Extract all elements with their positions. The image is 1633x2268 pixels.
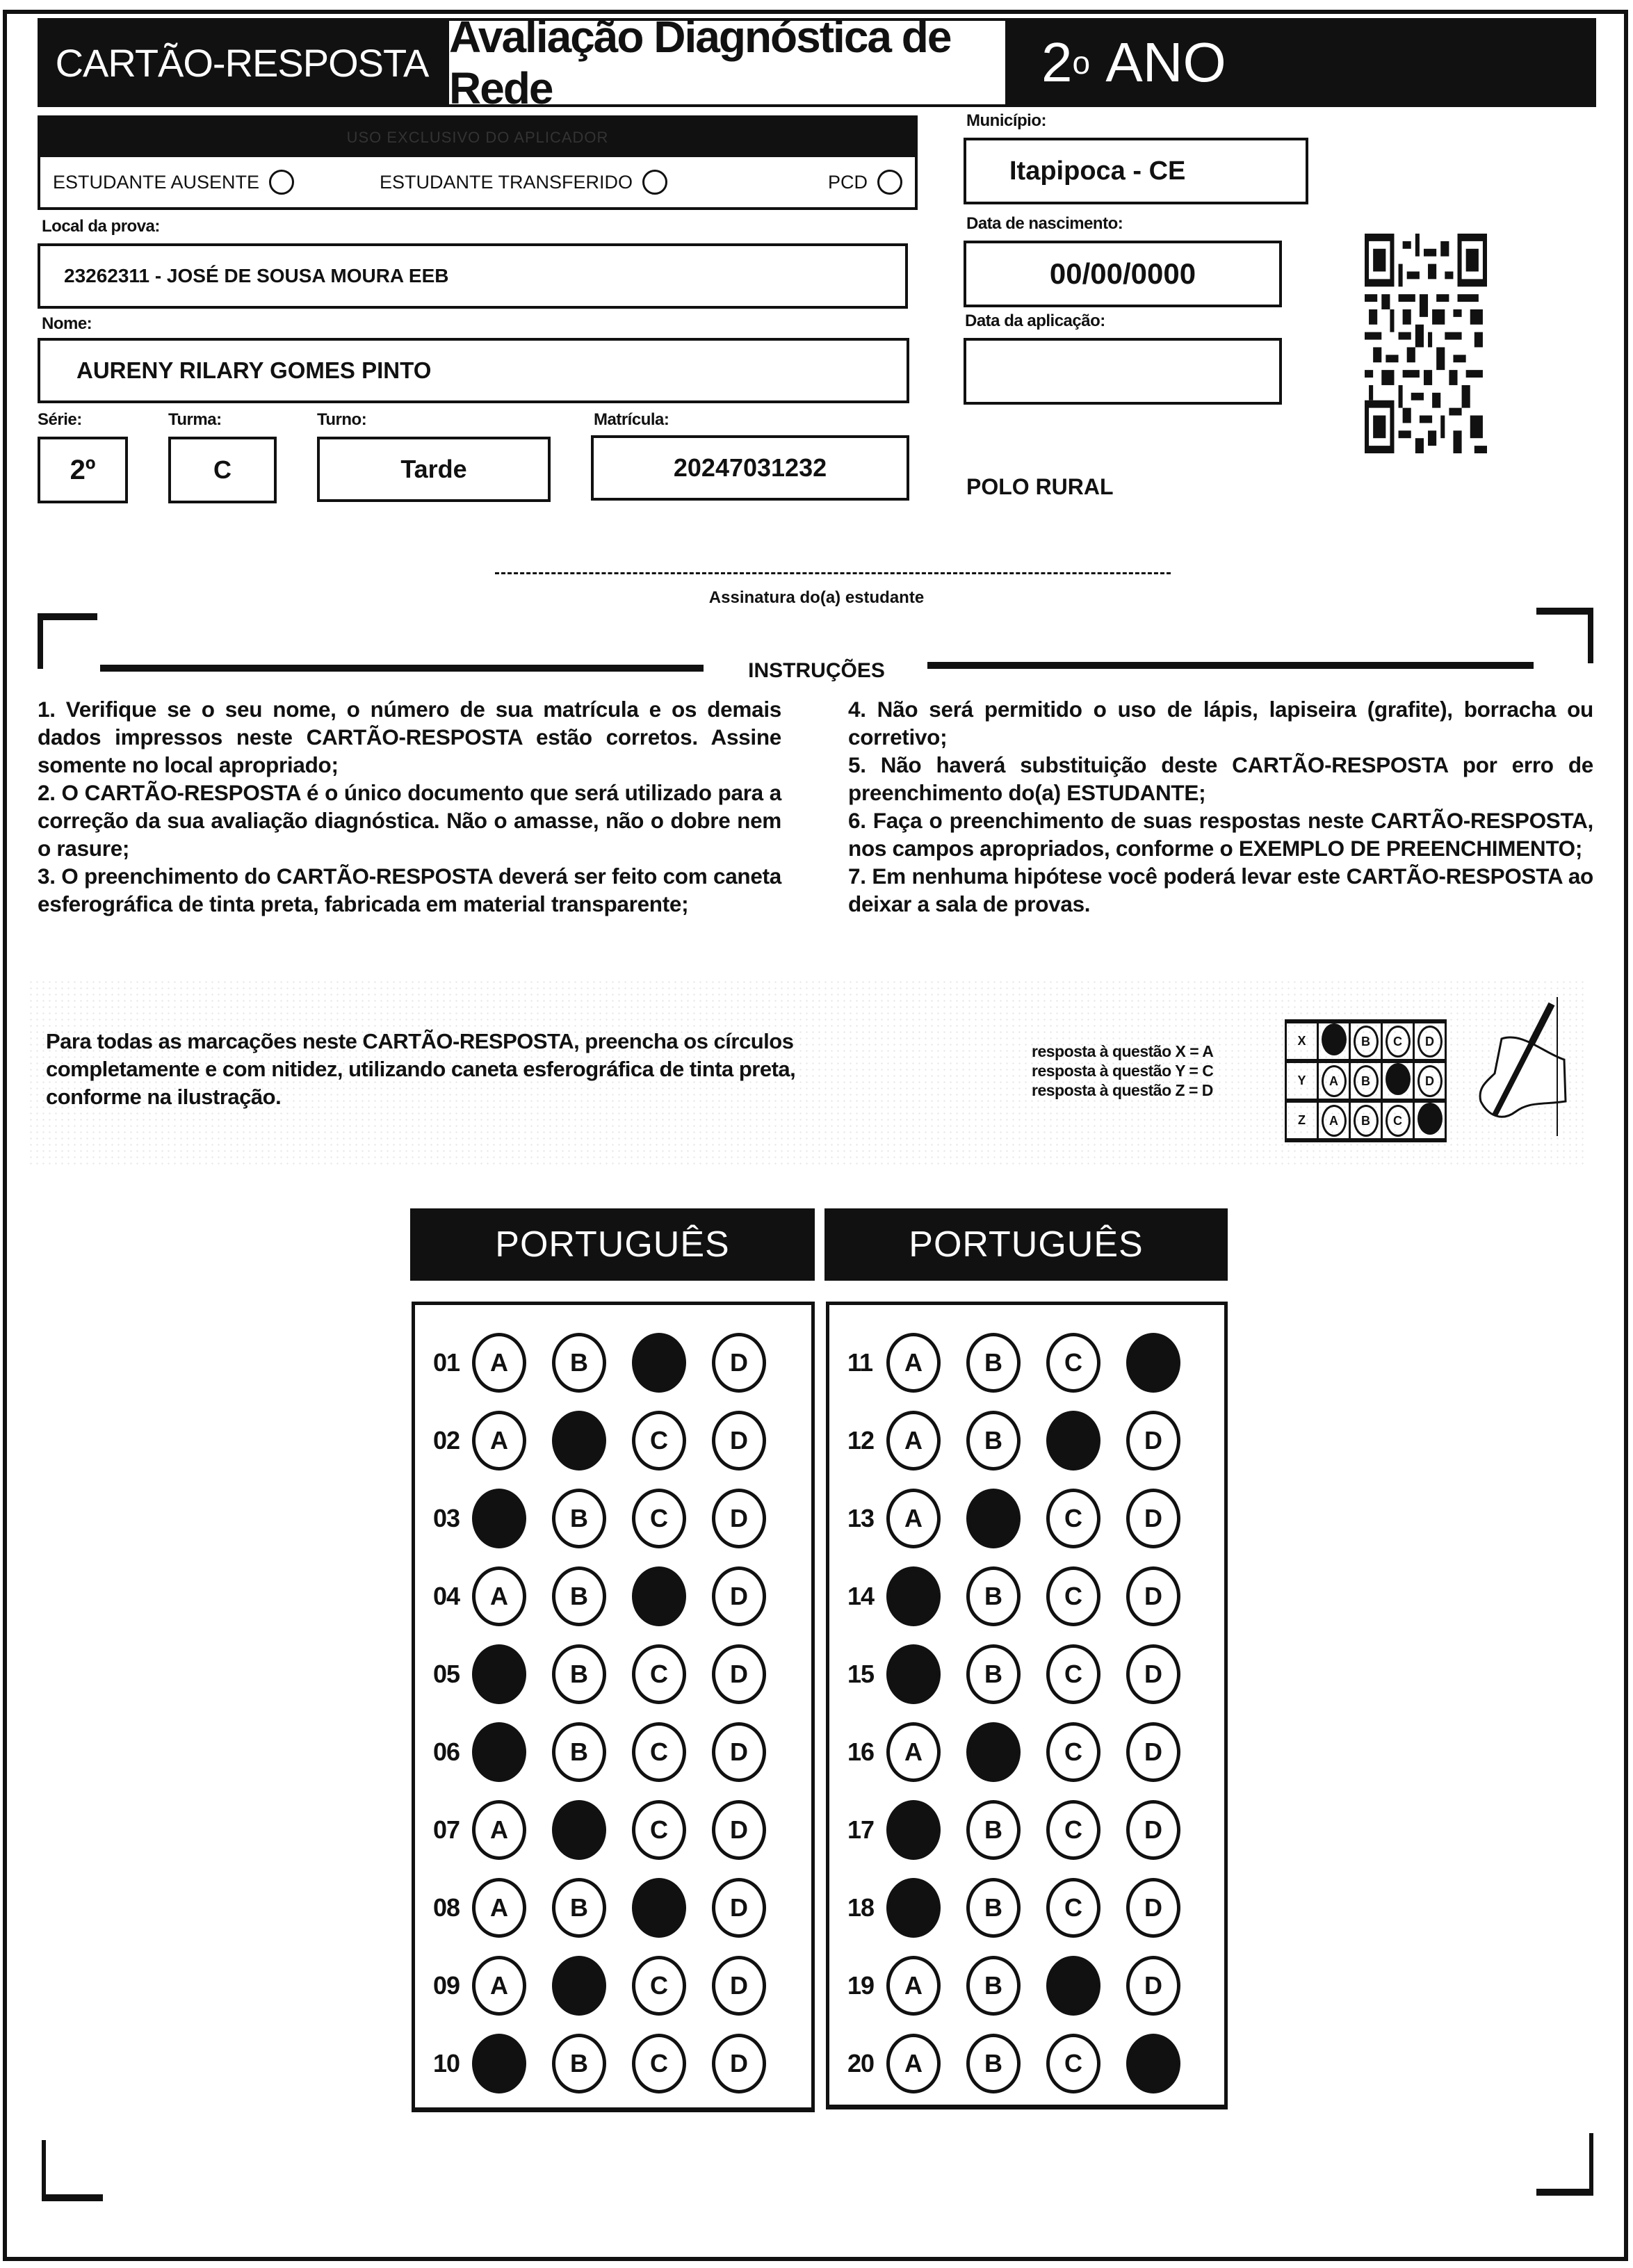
data-nascimento-label: Data de nascimento:	[966, 214, 1123, 233]
question-number: 20	[847, 2049, 875, 2077]
bubble-filled-a[interactable]	[472, 1489, 526, 1548]
municipio-label: Município:	[966, 111, 1046, 130]
question-row	[847, 1644, 1206, 1704]
example-text: Para todas as marcações neste CARTÃO-RESPOSTA, preencha os círculos completamente e com nitidez, utilizando caneta esferográfica de tinta preta, conforme na ilustração.	[46, 1029, 796, 1109]
turma-label: Turma:	[168, 410, 222, 429]
aplicador-title: USO EXCLUSIVO DO APLICADOR	[40, 118, 915, 157]
question-row	[847, 1956, 1206, 2016]
bubble-d[interactable]: D	[1126, 1800, 1180, 1860]
example-bubble: C	[1386, 1026, 1411, 1058]
bubble-d[interactable]: D	[1126, 1956, 1180, 2016]
card-label	[38, 18, 446, 107]
bubble-filled-c[interactable]	[1046, 1411, 1100, 1471]
bubble-b[interactable]: B	[966, 1956, 1021, 2016]
bubble-a[interactable]: A	[886, 2034, 941, 2093]
aplicador-options	[40, 157, 915, 207]
question-number: 07	[433, 1815, 460, 1844]
bubble-filled-a[interactable]	[472, 1722, 526, 1782]
instruction-2: 2. O CARTÃO-RESPOSTA é o único documento que será utilizado para a correção da sua avaliação diagnóstica. Não o amasse, não o dobre nem o rasure;	[38, 780, 781, 861]
bubble-b[interactable]: B	[966, 2034, 1021, 2093]
instruction-3: 3. O preenchimento do CARTÃO-RESPOSTA deverá ser feito com caneta esferográfica de tinta preta, fabricada em material transparente;	[38, 864, 781, 916]
corner-mark-tl	[38, 613, 97, 620]
bubble-c[interactable]: C	[632, 1644, 686, 1704]
question-number: 01	[433, 1348, 460, 1377]
bubble-a[interactable]: A	[472, 1333, 526, 1393]
turma-field[interactable]: C	[168, 437, 277, 503]
exam-title: Avaliação Diagnóstica de Rede	[446, 18, 1008, 107]
bubble-d[interactable]: D	[712, 2034, 766, 2093]
bubble-c[interactable]: C	[632, 2034, 686, 2093]
bubble-d[interactable]: D	[712, 1644, 766, 1704]
bubble-d[interactable]: D	[712, 1566, 766, 1626]
example-bubble: D	[1417, 1026, 1443, 1058]
bubble-b[interactable]: B	[966, 1411, 1021, 1471]
bubble-c[interactable]: C	[1046, 1333, 1100, 1393]
bubble-b[interactable]: B	[966, 1800, 1021, 1860]
bubble-c[interactable]: C	[1046, 1489, 1100, 1548]
bubble-b[interactable]: B	[552, 1489, 606, 1548]
bubble-filled-a[interactable]	[886, 1566, 941, 1626]
bubble-d[interactable]: D	[1126, 1644, 1180, 1704]
signature-line[interactable]	[495, 572, 1171, 574]
example-bubble: B	[1354, 1065, 1379, 1097]
bubble-a[interactable]: A	[886, 1722, 941, 1782]
bubble-d[interactable]: D	[1126, 1722, 1180, 1782]
question-number: 02	[433, 1426, 460, 1455]
bubble-a[interactable]: A	[472, 1566, 526, 1626]
instructions-title: INSTRUÇÕES	[748, 659, 885, 682]
bubble-c[interactable]: C	[1046, 1644, 1100, 1704]
aplicador-box	[38, 115, 918, 210]
example-row-z	[1286, 1101, 1446, 1140]
example-row-x	[1286, 1021, 1446, 1061]
bubble-d[interactable]: D	[712, 1800, 766, 1860]
polo-label: POLO RURAL	[966, 474, 1114, 499]
example-row-y	[1286, 1061, 1446, 1101]
municipio-field[interactable]: Itapipoca - CE	[964, 138, 1308, 204]
instruction-5: 5. Não haverá substituição deste CARTÃO-RESPOSTA por erro de preenchimento do(a) ESTUDANTE;	[848, 752, 1593, 805]
bubble-b[interactable]: B	[966, 1333, 1021, 1393]
question-number: 10	[433, 2049, 460, 2077]
example-bubble: B	[1354, 1105, 1379, 1137]
question-row	[433, 1489, 792, 1548]
option-label: ESTUDANTE TRANSFERIDO	[380, 171, 633, 193]
bubble-filled-c[interactable]	[1046, 1956, 1100, 2016]
bubble-b[interactable]: B	[552, 1878, 606, 1938]
example-q: X	[1286, 1021, 1318, 1061]
bubble-a[interactable]: A	[472, 1411, 526, 1471]
turno-field[interactable]: Tarde	[317, 437, 551, 502]
bubble-filled-c[interactable]	[632, 1333, 686, 1393]
corner-mark-br	[1589, 2133, 1593, 2194]
instructions-right	[848, 695, 1593, 918]
bubble-c[interactable]: C	[632, 1956, 686, 2016]
question-number: 17	[847, 1815, 875, 1844]
question-row	[847, 1878, 1206, 1938]
bubble-a[interactable]: A	[886, 1333, 941, 1393]
question-number: 05	[433, 1660, 460, 1688]
question-number: 19	[847, 1971, 875, 2000]
bubble-d[interactable]: D	[1126, 1489, 1180, 1548]
turno-label: Turno:	[317, 410, 367, 429]
question-row	[433, 1800, 792, 1860]
question-row	[847, 1722, 1206, 1782]
bubble-a[interactable]: A	[472, 1878, 526, 1938]
example-bubble: C	[1386, 1105, 1411, 1137]
nome-label: Nome:	[42, 314, 92, 333]
corner-mark-bl	[42, 2140, 46, 2200]
example-bubble: A	[1322, 1065, 1347, 1097]
question-row	[433, 1722, 792, 1782]
bubble-c[interactable]: C	[632, 1722, 686, 1782]
corner-mark-tr	[1536, 608, 1593, 615]
question-row	[433, 1566, 792, 1626]
example-q: Y	[1286, 1061, 1318, 1101]
instruction-7: 7. Em nenhuma hipótese você poderá levar este CARTÃO-RESPOSTA ao deixar a sala de provas.	[848, 864, 1593, 916]
instructions-left	[38, 695, 781, 918]
local-prova-field[interactable]: 23262311 - JOSÉ DE SOUSA MOURA EEB	[38, 243, 908, 309]
matricula-field[interactable]: 20247031232	[591, 435, 909, 501]
bubble-filled-a[interactable]	[472, 2034, 526, 2093]
example-q: Z	[1286, 1101, 1318, 1140]
bubble-d[interactable]: D	[712, 1878, 766, 1938]
option-pcd[interactable]	[828, 170, 902, 195]
question-row	[847, 1489, 1206, 1548]
bubble-a[interactable]: A	[472, 1956, 526, 2016]
bubble-filled-d[interactable]	[1126, 1333, 1180, 1393]
bubble-c[interactable]: C	[1046, 1878, 1100, 1938]
bubble-a[interactable]: A	[886, 1411, 941, 1471]
question-row	[847, 1333, 1206, 1393]
bubble-c[interactable]: C	[1046, 1800, 1100, 1860]
bubble-a[interactable]: A	[886, 1489, 941, 1548]
bubble-b[interactable]: B	[966, 1644, 1021, 1704]
grade-sup: o	[1072, 44, 1091, 81]
question-number: 04	[433, 1582, 460, 1610]
bubble-c[interactable]: C	[1046, 1566, 1100, 1626]
bubble-filled-d[interactable]	[1126, 2034, 1180, 2093]
bubble-c[interactable]: C	[1046, 2034, 1100, 2093]
corner-mark-bl	[42, 2194, 103, 2201]
instruction-1: 1. Verifique se o seu nome, o número de sua matrícula e os demais dados impressos neste CARTÃO-RESPOSTA estão corretos. Assine somente no local apropriado;	[38, 697, 781, 777]
bubble-d[interactable]: D	[1126, 1411, 1180, 1471]
matricula-label: Matrícula:	[594, 410, 669, 429]
bubble-a[interactable]: A	[886, 1956, 941, 2016]
instruction-4: 4. Não será permitido o uso de lápis, lapiseira (grafite), borracha ou corretivo;	[848, 697, 1593, 750]
bubble-filled-b[interactable]	[966, 1489, 1021, 1548]
question-row	[433, 1411, 792, 1471]
question-number: 18	[847, 1893, 875, 1922]
bubble-d[interactable]: D	[712, 1489, 766, 1548]
legend-y: resposta à questão Y = C	[1032, 1062, 1214, 1080]
signature-label: Assinatura do(a) estudante	[708, 588, 925, 607]
bubble-b[interactable]: B	[966, 1878, 1021, 1938]
bubble-c[interactable]: C	[632, 1411, 686, 1471]
bubble-d[interactable]: D	[1126, 1878, 1180, 1938]
bubble-filled-a[interactable]	[472, 1644, 526, 1704]
question-number: 03	[433, 1504, 460, 1532]
example-grid	[1285, 1019, 1447, 1142]
bubble-filled-b[interactable]	[552, 1800, 606, 1860]
bubble-filled-c[interactable]	[632, 1878, 686, 1938]
bubble-c[interactable]: C	[632, 1800, 686, 1860]
question-row	[847, 1566, 1206, 1626]
bubble-c[interactable]: C	[1046, 1722, 1100, 1782]
instructions-rule-right	[927, 662, 1534, 669]
answer-block-1	[412, 1302, 815, 2112]
question-number: 16	[847, 1738, 875, 1766]
bubble-filled-b[interactable]	[552, 1411, 606, 1471]
subject-header-1: PORTUGUÊS	[410, 1208, 815, 1281]
question-number: 11	[847, 1348, 873, 1377]
data-aplicacao-label: Data da aplicação:	[965, 311, 1105, 330]
bubble-b[interactable]: B	[552, 1566, 606, 1626]
question-row	[433, 1333, 792, 1393]
legend-x: resposta à questão X = A	[1032, 1042, 1214, 1060]
question-row	[847, 1800, 1206, 1860]
question-number: 15	[847, 1660, 875, 1688]
bubble-b[interactable]: B	[552, 1722, 606, 1782]
serie-field[interactable]: 2º	[38, 437, 128, 503]
bubble-d[interactable]: D	[1126, 1566, 1180, 1626]
qr-code-icon	[1365, 234, 1487, 453]
bubble-filled-a[interactable]	[886, 1800, 941, 1860]
local-prova-label: Local da prova:	[42, 217, 160, 236]
legend-z: resposta à questão Z = D	[1032, 1081, 1213, 1099]
grade-banner	[1005, 18, 1596, 107]
question-row	[433, 1956, 792, 2016]
example-bubble-filled	[1417, 1103, 1443, 1135]
question-number: 06	[433, 1738, 460, 1766]
option-transferido[interactable]	[380, 170, 797, 195]
radio-circle-icon[interactable]	[269, 170, 294, 195]
question-row	[847, 1411, 1206, 1471]
bubble-d[interactable]: D	[712, 1333, 766, 1393]
bubble-b[interactable]: B	[552, 1333, 606, 1393]
example-bubble: D	[1417, 1065, 1443, 1097]
question-row	[847, 2034, 1206, 2093]
bubble-d[interactable]: D	[712, 1722, 766, 1782]
option-ausente[interactable]	[53, 170, 380, 195]
bubble-b[interactable]: B	[552, 2034, 606, 2093]
bubble-d[interactable]: D	[712, 1411, 766, 1471]
grade-number: 2	[1041, 31, 1073, 93]
example-bubble: B	[1354, 1026, 1379, 1058]
question-row	[433, 1878, 792, 1938]
question-row	[433, 1644, 792, 1704]
question-row	[433, 2034, 792, 2093]
bubble-filled-a[interactable]	[886, 1878, 941, 1938]
option-label: ESTUDANTE AUSENTE	[53, 171, 260, 193]
nome-field[interactable]: AURENY RILARY GOMES PINTO	[38, 338, 909, 403]
question-number: 13	[847, 1504, 875, 1532]
bubble-a[interactable]: A	[472, 1800, 526, 1860]
bubble-d[interactable]: D	[712, 1956, 766, 2016]
bubble-filled-a[interactable]	[886, 1644, 941, 1704]
bubble-filled-b[interactable]	[966, 1722, 1021, 1782]
question-number: 14	[847, 1582, 875, 1610]
subject-header-2: PORTUGUÊS	[824, 1208, 1228, 1281]
question-number: 09	[433, 1971, 460, 2000]
hand-pen-icon	[1474, 997, 1571, 1136]
radio-circle-icon[interactable]	[642, 170, 667, 195]
question-number: 08	[433, 1893, 460, 1922]
bubble-filled-b[interactable]	[552, 1956, 606, 2016]
answer-block-2	[826, 1302, 1228, 2109]
card-label-text: CARTÃO-RESPOSTA	[55, 40, 429, 85]
bubble-filled-c[interactable]	[632, 1566, 686, 1626]
bubble-b[interactable]: B	[966, 1566, 1021, 1626]
bubble-c[interactable]: C	[632, 1489, 686, 1548]
radio-circle-icon[interactable]	[877, 170, 902, 195]
example-legend	[1032, 1042, 1213, 1100]
bubble-b[interactable]: B	[552, 1644, 606, 1704]
example-bubble-filled	[1322, 1023, 1347, 1055]
data-aplicacao-field[interactable]	[964, 338, 1282, 405]
example-bubble-filled	[1386, 1063, 1411, 1095]
corner-mark-br	[1536, 2189, 1593, 2196]
instruction-6: 6. Faça o preenchimento de suas respostas neste CARTÃO-RESPOSTA, nos campos apropriados, conforme o EXEMPLO DE PREENCHIMENTO;	[848, 808, 1593, 861]
grade-word: ANO	[1105, 31, 1226, 93]
corner-mark-tr	[1588, 608, 1593, 663]
serie-label: Série:	[38, 410, 82, 429]
data-nascimento-field[interactable]: 00/00/0000	[964, 241, 1282, 307]
example-bubble: A	[1322, 1105, 1347, 1137]
option-label: PCD	[827, 171, 868, 193]
question-number: 12	[847, 1426, 875, 1455]
